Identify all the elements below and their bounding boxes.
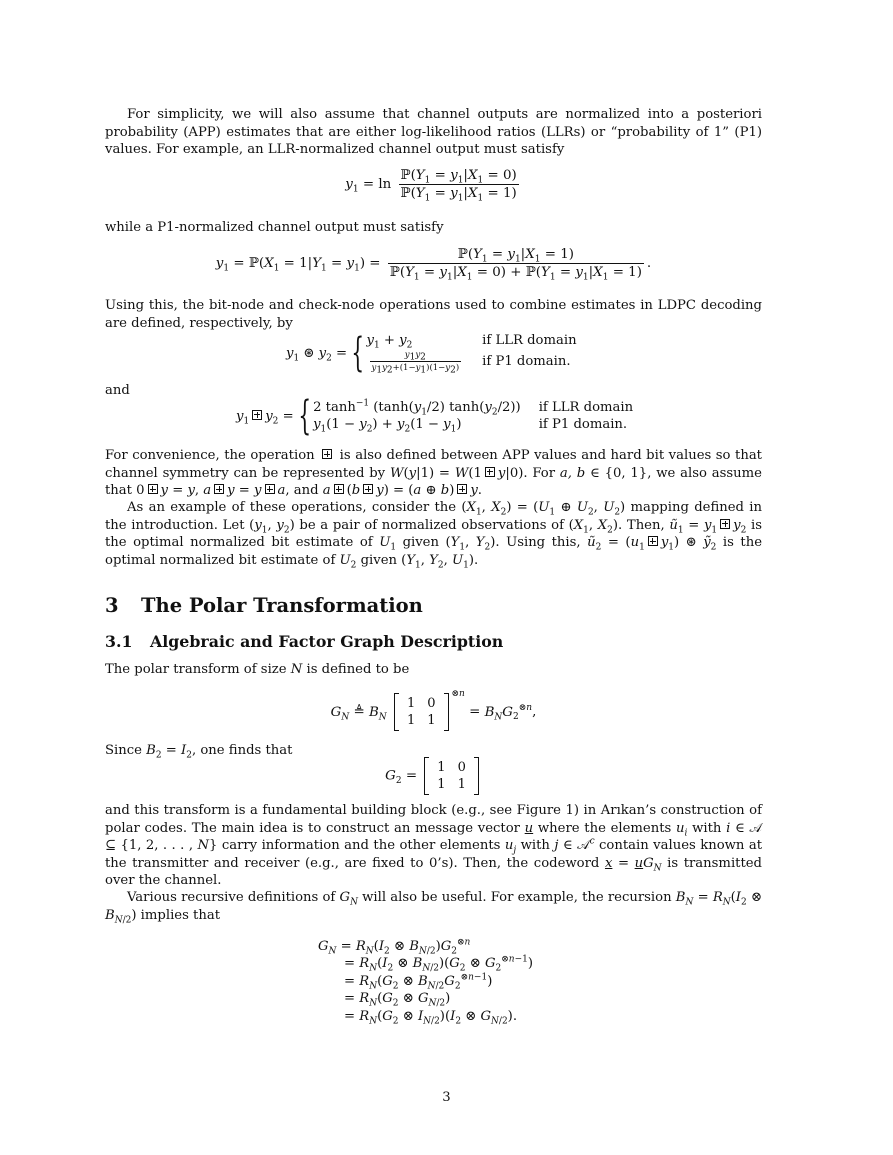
checknode-case2-condition: if P1 domain.	[538, 417, 628, 432]
paragraph-building-block: and this transform is a fundamental building block (e.g., see Figure 1) in Arıkan’s construction of polar codes. The main idea is to construct an message vector u where the elements $u_i$ with i ∈ 𝒜 ⊆ {1, 2, . . . , N} carry information and the other elements $u_j$ with j ∈ 𝒜$^c$ contain values known at the transmitter and receiver (e.g., are fixed to 0’s). Then, the codeword $x = uG_N$ is transmitted over the channel.	[105, 803, 763, 889]
section-title: The Polar Transformation	[141, 594, 423, 617]
section-number: 3	[105, 594, 119, 617]
page-number: 3	[442, 1090, 451, 1105]
bitnode-case2-condition: if P1 domain.	[482, 354, 571, 369]
paragraph-and-text: and	[105, 383, 130, 398]
equation-bitnode: $y_1$ ⊛ $y_2$ = { $y_1 + y_2$ if LLR domain $\frac{y_1y_2}{y_1y_2+(1-y_1)(1-y_2)}$ if P1 domain.	[286, 330, 577, 376]
subsection-number: 3.1	[105, 632, 133, 651]
equation-llr: $y_1 = \ln$ $\frac{ℙ(Y_1 = y_1|X_1 = 0)}{ℙ(Y_1 = y_1|X_1 = 1)}$	[345, 168, 517, 204]
paragraph-recursive: Various recursive definitions of $G_N$ will also be useful. For example, the recursion $B_N = R_N(I_2$ ⊗ $B_{N/2}$) implies that	[105, 890, 762, 926]
equation-gn-def: $G_N$ ≜ $B_N$ 1 0 1 1 $^{\otimes n} = B_NG_2^{\otimes n}$,	[105, 693, 762, 731]
paragraph-p1-normalized	[105, 219, 762, 237]
paragraph-app-intro-text: For simplicity, we will also assume that channel outputs are normalized into a posteriori probability (APP) estimates that are either log-likelihood ratios (LLRs) or “probability of 1” (P1) values. For example, an LLR-normalized channel output must satisfy	[105, 107, 762, 158]
equation-g2: $G_2$ = 1 0 1 1	[105, 757, 762, 795]
subsection-heading	[105, 632, 503, 651]
section-heading	[105, 594, 423, 617]
equation-p1: $y_1$ = $ℙ(X_1 = 1|Y_1 = y_1)$ = $\frac{ℙ(Y_1 = y_1|X_1 = 1)}{ℙ(Y_1 = y_1|X_1 = 0) + ℙ(Y_1 = y_1|X_1 = 1)}$ .	[215, 247, 652, 283]
paragraph-convenience: For convenience, the operation is also defined between APP values and hard bit values so that channel symmetry can be represented by W(y|1) = W(1 y|0). For a, b ∈ {0, 1}, we also assume that 0 y = y, a y = y a, and a (b y) = (a ⊕ b) y.	[105, 448, 762, 499]
equation-recursion: $G_N = R_N(I_2$ ⊗ $B_{N/2})G_2^{\otimes n}$ = $R_N(I_2$ ⊗ $B_{N/2})(G_2$ ⊗ $G_2^{\otimes n-1}$) = $R_N(G_2$ ⊗ $B_{N/2}G_2^{\otimes n-1}$) = $R_N(G_2$ ⊗ $G_{N/2}$) = $R_N(G_2$ ⊗ $I_{N/2})(I_2$ ⊗ $G_{N/2}$).	[318, 937, 534, 1027]
bitnode-case1-condition: if LLR domain	[482, 333, 577, 348]
paragraph-bit-check-ops	[105, 297, 762, 332]
paragraph-example: As an example of these operations, consider the ($X_1$, $X_2) = (U_1$ ⊕ $U_2$, $U_2$) mapping defined in the introduction. Let ($y_1$, $y_2$) be a pair of normalized observations of ($X_1$, $X_2$). Then, $ũ_1 = y_1$ $y_2$ is the optimal normalized bit estimate of $U_1$ given ($Y_1$, $Y_2$). Using this, $ũ_2 = (u_1$ $y_1$) ⊛ ỹ$_2$ is the optimal normalized bit estimate of $U_2$ given ($Y_1$, $Y_2$, $U_1$).	[105, 500, 763, 571]
paragraph-app-intro	[105, 106, 762, 159]
checknode-case1-condition: if LLR domain	[538, 400, 634, 415]
paragraph-p1-normalized-text: while a P1-normalized channel output must satisfy	[105, 220, 444, 235]
subsection-title: Algebraic and Factor Graph Description	[150, 632, 504, 651]
paragraph-since: Since $B_2 = I_2$, one finds that	[105, 743, 293, 761]
paragraph-polar-def: The polar transform of size N is defined to be	[105, 662, 410, 677]
equation-checknode: $y_1$ $y_2$ = { 2 $\tanh^{-1} (\tanh(y_1/2)$ $\tanh(y_2/2)$) if LLR domain $y_1(1 - y_2) + y_2(1 - y_1)$ if P1 domain.	[236, 393, 634, 439]
paragraph-bit-check-ops-text: Using this, the bit-node and check-node operations used to combine estimates in LDPC decoding are defined, respectively, by	[105, 298, 762, 331]
